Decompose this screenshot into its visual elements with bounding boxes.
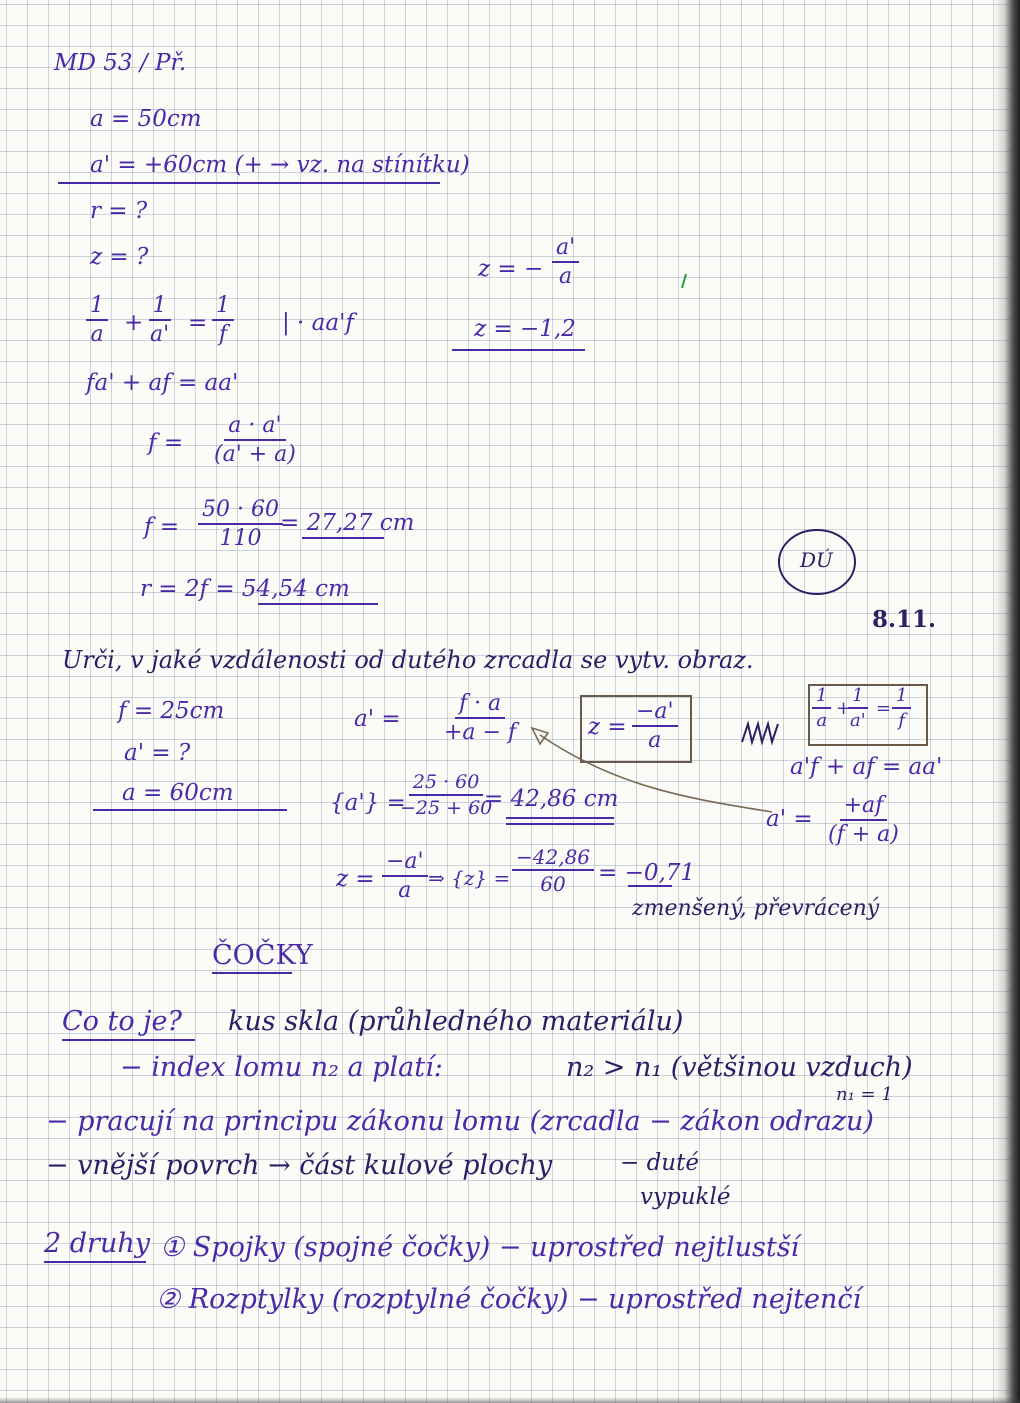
box-lens-plus: + <box>836 698 852 719</box>
section-heading: ČOČKY <box>212 940 313 971</box>
calc-z-lhs: z = <box>336 866 375 892</box>
unknown-z: z = ? <box>90 244 149 270</box>
definition: kus skla (průhledného materiálu) <box>228 1006 684 1037</box>
box-z-fraction: $\frac{-a'}{a}$ <box>632 700 678 753</box>
deriv-step2-lhs: a' = <box>766 806 813 832</box>
date: 8.11. <box>872 606 937 633</box>
calc-z-fraction2: $\frac{-42,86}{60}$ <box>512 846 594 895</box>
lens-eq-term1: $\frac{1}{a}$ <box>86 294 108 347</box>
lens-eq-equals: = <box>188 310 208 336</box>
green-mark <box>682 274 686 288</box>
calc-a-result: = 42,86 cm <box>484 786 619 812</box>
calc-z-result: = −0,71 <box>598 860 696 886</box>
type-diverging: ② Rozptylky (rozptylné čočky) − uprostřed nejtenčí <box>156 1284 862 1315</box>
step-f-lhs: f = <box>148 430 184 456</box>
calc-a-fraction: $\frac{25 \cdot 60}{-25 + 60}$ <box>400 771 493 819</box>
n1-note: n₁ = 1 <box>836 1084 893 1105</box>
lens-eq-term3: $\frac{1}{f}$ <box>212 294 234 347</box>
given-f: f = 25cm <box>118 698 225 724</box>
unknown-r: r = ? <box>90 198 148 224</box>
crossed-out-scribble <box>742 724 778 742</box>
formula-a-prime-fraction: $\frac{f \cdot a}{+a - f}$ <box>444 691 517 746</box>
step-f-fraction: $\frac{a \cdot a'}{(a' + a)}$ <box>214 413 296 468</box>
calc-r: r = 2f = 54,54 cm <box>140 576 350 602</box>
z-formula-lhs: z = − <box>478 256 544 282</box>
convex-label: vypuklé <box>640 1184 731 1210</box>
refractive-index: − index lomu n₂ a platí: <box>120 1052 443 1083</box>
deriv-step2-fraction: $\frac{+af}{(f + a)}$ <box>828 793 899 848</box>
given-a2: a = 60cm <box>122 780 234 806</box>
lens-eq-term2: $\frac{1}{a'}$ <box>150 293 170 348</box>
given-a-prime: a' = +60cm (+ → vz. na stínítku) <box>90 152 470 178</box>
formula-a-prime-lhs: a' = <box>354 706 401 732</box>
link-arrow-head <box>532 728 548 744</box>
calc-z-fraction: $\frac{-a'}{a}$ <box>382 850 428 903</box>
box-lens-equals: = <box>876 698 892 719</box>
types-label: 2 druhy <box>44 1228 150 1259</box>
box-z-lhs: z = <box>588 714 627 740</box>
surface: − vnější povrch → část kulové plochy <box>46 1150 553 1181</box>
given-a: a = 50cm <box>90 106 202 132</box>
calc-f-result: = 27,27 cm <box>280 510 415 536</box>
question: Co to je? <box>62 1006 183 1037</box>
header-ref: MD 53 / Př. <box>54 50 187 76</box>
verdict: zmenšený, převrácený <box>632 896 880 921</box>
type-converging: ① Spojky (spojné čočky) − uprostřed nejtlustší <box>160 1232 800 1263</box>
concave-label: − duté <box>620 1150 699 1176</box>
calc-f-lhs: f = <box>144 514 180 540</box>
z-formula-fraction: $\frac{a'}{a}$ <box>552 236 579 289</box>
lens-eq-plus: + <box>124 310 144 336</box>
step-rearranged: fa' + af = aa' <box>86 370 239 396</box>
lens-eq-multiply: | · aa'f <box>282 310 354 336</box>
calc-a-lhs: {a'} = <box>330 790 406 816</box>
principle: − pracují na principu zákonu lomu (zrcadla − zákon odrazu) <box>46 1106 874 1137</box>
deriv-step1: a'f + af = aa' <box>790 754 943 780</box>
index-relation: n₂ > n₁ (většinou vzduch) <box>566 1052 913 1083</box>
box-lens-term1: $\frac{1}{a}$ <box>812 686 831 731</box>
box-lens-term3: $\frac{1}{f}$ <box>892 686 911 731</box>
unknown-a-prime: a' = ? <box>124 740 191 766</box>
calc-z-mid: ⇒ {z} = <box>428 866 511 890</box>
box-lens-term2: $\frac{1}{a'}$ <box>850 685 866 731</box>
du-mark: DÚ <box>800 548 833 572</box>
task-statement: Urči, v jaké vzdálenosti od dutého zrcadla se vytv. obraz. <box>62 646 754 674</box>
z-result: z = −1,2 <box>474 316 576 342</box>
calc-f-fraction: $\frac{50 \cdot 60}{110}$ <box>198 498 283 551</box>
